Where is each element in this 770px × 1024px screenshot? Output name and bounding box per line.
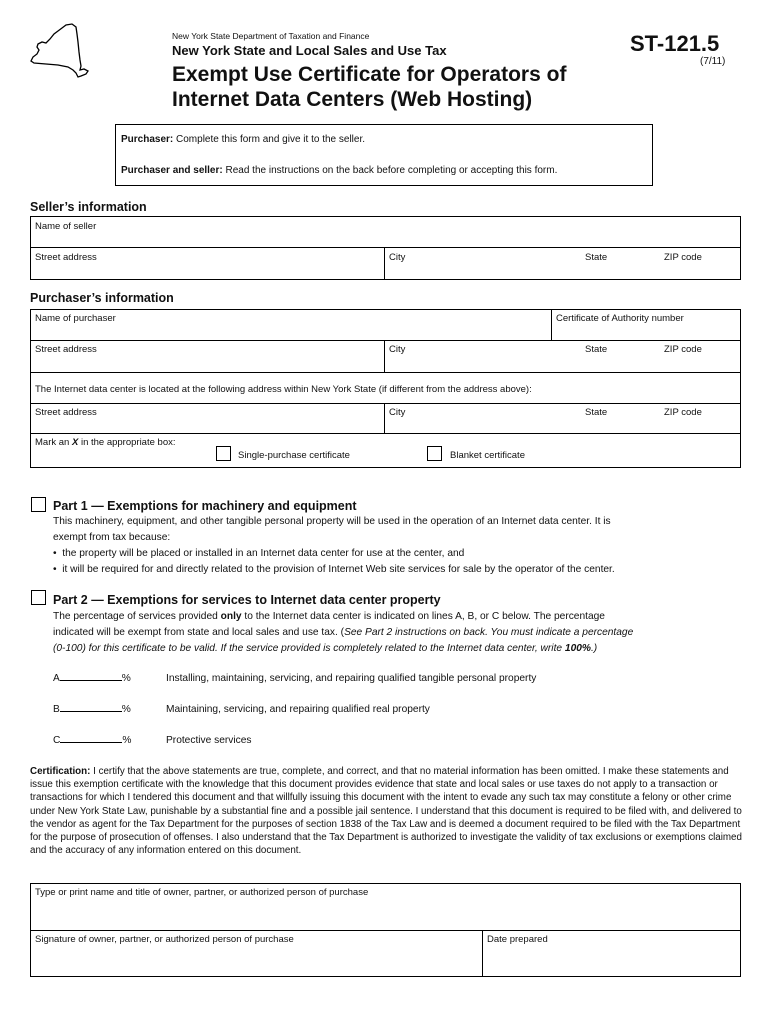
part1-bullet: • the property will be placed or installed in an Internet data center for use at the center, and <box>53 548 465 559</box>
divider <box>384 403 385 433</box>
line-b-description: Maintaining, servicing, and repairing qualified real property <box>166 704 430 715</box>
line-c-percentage-field[interactable] <box>60 733 122 743</box>
form-title: Exempt Use Certificate for Operators of Internet Data Centers (Web Hosting) <box>172 63 567 111</box>
part1-heading: Part 1 — Exemptions for machinery and equipment <box>53 499 357 513</box>
divider <box>30 340 741 341</box>
data-center-city-field[interactable]: City <box>389 407 406 418</box>
divider <box>482 930 483 977</box>
form-number: ST-121.5 <box>630 31 720 56</box>
certification-text: Certification: I certify that the above statements are true, complete, and correct, and that no material information has been omitted. I make these statements and issue this exemption certificate with the knowledge that this document provides evidence that state and local sales or use taxes do not apply to a transaction or transactions for which I tendered this document and that willfully issuing this document with the intent to evade any such tax may constitute a felony or other crime under New York State Law, punishable by a substantial fine and a possible jail sentence. I understand that this document is required to be filed with, and delivered to the vendor as agent for the Tax Department for the purposes of section 1838 of the Tax Law and is deemed a document required to be filed with the Tax Department for the purpose of prosecution of offenses. I also understand that the Tax Department is authorized to investigate the validity of tax exclusions or exemptions claimed and the accuracy of any information entered on this document. <box>30 766 742 857</box>
seller-zip-field[interactable]: ZIP code <box>664 252 702 263</box>
form-revision: (7/11) <box>700 56 726 67</box>
data-center-street-field[interactable]: Street address <box>35 407 97 418</box>
form-subtitle: New York State and Local Sales and Use Tax <box>172 43 447 58</box>
purchaser-city-field[interactable]: City <box>389 344 406 355</box>
seller-section-heading: Seller’s information <box>30 200 147 214</box>
blanket-certificate-label: Blanket certificate <box>450 450 525 461</box>
seller-state-field[interactable]: State <box>585 252 608 263</box>
purchaser-section-heading: Purchaser’s information <box>30 291 174 305</box>
divider <box>30 403 741 404</box>
part2-text: The percentage of services provided only to the Internet data center is indicated on lines A, B, or C below. The percentage indicated will be exempt from state and local sales and use tax. (See Part 2 instructions on back. You must indicate a percentage (0-100) for this certificate to be valid. If the service provided is completely related to the Internet data center, write 100%.) <box>53 611 634 654</box>
data-center-location-note: The Internet data center is located at the following address within New York State (if different from the address above): <box>35 384 532 395</box>
line-a-description: Installing, maintaining, servicing, and repairing qualified tangible personal property <box>166 673 537 684</box>
line-b-percentage-field[interactable] <box>60 702 122 712</box>
purchaser-zip-field[interactable]: ZIP code <box>664 344 702 355</box>
seller-info-box <box>30 216 741 280</box>
divider <box>30 247 741 248</box>
agency-name: New York State Department of Taxation and Finance <box>172 31 370 41</box>
seller-city-field[interactable]: City <box>389 252 406 263</box>
part2-line-c: C % <box>53 735 132 746</box>
part2-line-a: A % <box>53 673 131 684</box>
single-purchase-checkbox[interactable] <box>216 446 231 461</box>
signature-field[interactable]: Signature of owner, partner, or authorized person of purchase <box>35 934 294 945</box>
blanket-certificate-checkbox[interactable] <box>427 446 442 461</box>
instructions-box <box>115 124 653 186</box>
purchaser-state-field[interactable]: State <box>585 344 608 355</box>
part2-checkbox[interactable] <box>31 590 46 605</box>
data-center-state-field[interactable]: State <box>585 407 608 418</box>
seller-street-field[interactable]: Street address <box>35 252 97 263</box>
line-c-description: Protective services <box>166 735 252 746</box>
single-purchase-label: Single-purchase certificate <box>238 450 350 461</box>
seller-name-field[interactable]: Name of seller <box>35 221 97 232</box>
date-prepared-field[interactable]: Date prepared <box>487 934 548 945</box>
new-york-state-map-icon <box>28 22 90 80</box>
divider <box>30 372 741 373</box>
divider <box>30 930 741 931</box>
divider <box>551 309 552 340</box>
part2-heading: Part 2 — Exemptions for services to Internet data center property <box>53 593 441 607</box>
divider <box>384 247 385 280</box>
purchaser-street-field[interactable]: Street address <box>35 344 97 355</box>
purchaser-instruction: Purchaser: Complete this form and give it to the seller. <box>121 134 366 145</box>
line-a-percentage-field[interactable] <box>60 671 122 681</box>
purchaser-name-field[interactable]: Name of purchaser <box>35 313 116 324</box>
part1-bullet: • it will be required for and directly related to the provision of Internet Web site services for sale by the operator of the center. <box>53 564 615 575</box>
part2-line-b: B % <box>53 704 131 715</box>
part1-text: This machinery, equipment, and other tangible personal property will be used in the operation of an Internet data center. It is exempt from tax because: • the property will be placed or installed in an Internet data center for use at the center, and • it will be required for and directly related to the provision of Internet Web site services for sale by the operator of the center. <box>53 514 615 578</box>
name-title-field[interactable]: Type or print name and title of owner, partner, or authorized person of purchase <box>35 887 369 898</box>
mark-box-instruction: Mark an X in the appropriate box: <box>35 437 176 448</box>
part1-checkbox[interactable] <box>31 497 46 512</box>
divider <box>384 340 385 372</box>
purchaser-seller-instruction: Purchaser and seller: Read the instructions on the back before completing or accepting this form. <box>121 165 558 176</box>
certificate-of-authority-field[interactable]: Certificate of Authority number <box>556 313 684 324</box>
divider <box>30 433 741 434</box>
data-center-zip-field[interactable]: ZIP code <box>664 407 702 418</box>
